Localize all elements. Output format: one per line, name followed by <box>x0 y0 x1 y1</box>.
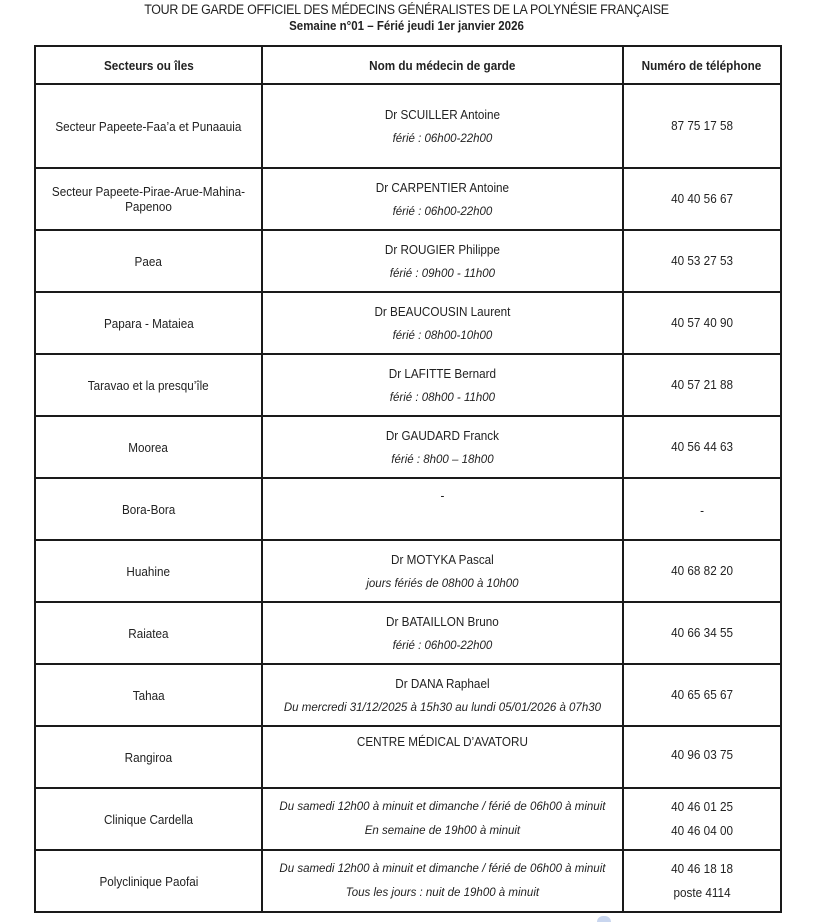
doctor-cell <box>262 788 623 850</box>
sector-name: Raiatea <box>128 625 169 641</box>
sector-cell <box>35 540 262 602</box>
phone-number: 40 46 04 00 <box>671 823 733 838</box>
doctor-name: Dr GAUDARD Franck <box>385 428 499 443</box>
phone-number: 40 46 01 25 <box>671 799 733 814</box>
doctor-cell <box>262 540 623 602</box>
phone-number: 40 57 40 90 <box>671 315 733 330</box>
phone-cell <box>623 292 781 354</box>
sector-name: Polyclinique Paofai <box>99 873 198 889</box>
table-row <box>35 478 781 540</box>
sector-name: Bora-Bora <box>121 501 176 517</box>
phone-cell <box>623 850 781 912</box>
doctor-name: CENTRE MÉDICAL D’AVATORU <box>356 734 528 749</box>
sector-name: Secteur Papeete-Pirae-Arue-Mahina-Papenoo <box>51 184 246 214</box>
schedule-note: En semaine de 19h00 à minuit <box>364 825 521 837</box>
sector-name: Moorea <box>128 439 169 455</box>
doctor-cell <box>262 602 623 664</box>
sector-cell <box>35 850 262 912</box>
sector-cell <box>35 478 262 540</box>
sector-cell <box>35 416 262 478</box>
table-row <box>35 788 781 850</box>
decorative-mark <box>597 916 611 922</box>
table-row <box>35 292 781 354</box>
schedule-note: férié : 06h00-22h00 <box>392 133 493 145</box>
schedule-note: férié : 08h00 - 11h00 <box>389 392 496 404</box>
phone-number: 40 53 27 53 <box>671 253 733 268</box>
doctor-cell <box>262 416 623 478</box>
phone-number: 40 65 65 67 <box>671 687 733 702</box>
phone-number: - <box>699 503 704 518</box>
table-row <box>35 726 781 788</box>
sector-cell <box>35 168 262 230</box>
sector-cell <box>35 664 262 726</box>
phone-number: 40 57 21 88 <box>671 377 733 392</box>
phone-number: 40 68 82 20 <box>671 563 733 578</box>
sector-cell <box>35 84 262 168</box>
phone-cell <box>623 84 781 168</box>
phone-number: 87 75 17 58 <box>671 118 733 133</box>
table-row <box>35 540 781 602</box>
document-subtitle: Semaine n°01 – Férié jeudi 1er janvier 2026 <box>289 19 524 33</box>
schedule-note: Du samedi 12h00 à minuit et dimanche / férié de 06h00 à minuit <box>279 863 606 875</box>
doctor-cell <box>262 230 623 292</box>
phone-number: 40 96 03 75 <box>671 747 733 762</box>
sector-cell <box>35 354 262 416</box>
document-title: TOUR DE GARDE OFFICIEL DES MÉDECINS GÉNÉRALISTES DE LA POLYNÉSIE FRANÇAISE <box>144 2 669 17</box>
doctor-cell <box>262 84 623 168</box>
phone-number: 40 66 34 55 <box>671 625 733 640</box>
doctor-name: Dr BATAILLON Bruno <box>386 614 499 629</box>
column-header-doctor: Nom du médecin de garde <box>262 46 623 84</box>
column-header-sector: Secteurs ou îles <box>35 46 262 84</box>
table-row <box>35 84 781 168</box>
sector-name: Tahaa <box>132 687 165 703</box>
table-header-row <box>35 46 781 84</box>
phone-number: 40 46 18 18 <box>671 861 733 876</box>
phone-cell <box>623 416 781 478</box>
sector-cell <box>35 602 262 664</box>
sector-name: Secteur Papeete-Faa’a et Punaauia <box>55 118 242 134</box>
schedule-note: férié : 08h00-10h00 <box>392 330 493 342</box>
sector-cell <box>35 292 262 354</box>
doctor-name: Dr ROUGIER Philippe <box>384 242 500 257</box>
doctor-cell <box>262 354 623 416</box>
phone-cell <box>623 168 781 230</box>
doctor-name: Dr CARPENTIER Antoine <box>375 180 510 195</box>
doctor-cell <box>262 726 623 788</box>
on-call-table <box>34 45 782 913</box>
doctor-name: Dr DANA Raphael <box>395 676 490 691</box>
phone-cell <box>623 230 781 292</box>
sector-name: Paea <box>134 253 163 269</box>
table-row <box>35 416 781 478</box>
phone-cell <box>623 478 781 540</box>
phone-cell <box>623 540 781 602</box>
table-row <box>35 602 781 664</box>
sector-name: Taravao et la presqu’île <box>88 377 209 393</box>
schedule-note: Du mercredi 31/12/2025 à 15h30 au lundi 05/01/2026 à 07h30 <box>283 702 602 714</box>
table-row <box>35 168 781 230</box>
phone-cell <box>623 788 781 850</box>
sector-name: Rangiroa <box>124 749 173 765</box>
doctor-name: Dr SCUILLER Antoine <box>384 107 500 122</box>
doctor-name: Dr LAFITTE Bernard <box>388 366 497 381</box>
table-row <box>35 354 781 416</box>
doctor-cell <box>262 168 623 230</box>
sector-cell <box>35 788 262 850</box>
sector-cell <box>35 230 262 292</box>
doctor-name: Dr MOTYKA Pascal <box>391 552 494 567</box>
phone-cell <box>623 602 781 664</box>
table-row <box>35 230 781 292</box>
sector-name: Clinique Cardella <box>103 811 194 827</box>
doctor-name: - <box>440 488 445 503</box>
doctor-cell <box>262 478 623 540</box>
phone-cell <box>623 726 781 788</box>
table-row <box>35 850 781 912</box>
sector-name: Papara - Mataiea <box>103 315 194 331</box>
sector-cell <box>35 726 262 788</box>
phone-cell <box>623 664 781 726</box>
schedule-note: Tous les jours : nuit de 19h00 à minuit <box>345 887 540 899</box>
schedule-note: férié : 09h00 - 11h00 <box>389 268 496 280</box>
table-row <box>35 664 781 726</box>
schedule-note: férié : 06h00-22h00 <box>392 640 493 652</box>
sector-name: Huahine <box>126 563 171 579</box>
phone-number: 40 40 56 67 <box>671 191 733 206</box>
schedule-note: jours fériés de 08h00 à 10h00 <box>366 578 519 590</box>
doctor-cell <box>262 292 623 354</box>
schedule-note: férié : 8h00 – 18h00 <box>391 454 494 466</box>
doctor-cell <box>262 850 623 912</box>
doctor-name: Dr BEAUCOUSIN Laurent <box>374 304 511 319</box>
phone-number: poste 4114 <box>673 885 731 900</box>
phone-number: 40 56 44 63 <box>671 439 733 454</box>
schedule-note: férié : 06h00-22h00 <box>392 206 493 218</box>
phone-cell <box>623 354 781 416</box>
column-header-phone: Numéro de téléphone <box>623 46 781 84</box>
schedule-note: Du samedi 12h00 à minuit et dimanche / férié de 06h00 à minuit <box>279 801 606 813</box>
doctor-cell <box>262 664 623 726</box>
